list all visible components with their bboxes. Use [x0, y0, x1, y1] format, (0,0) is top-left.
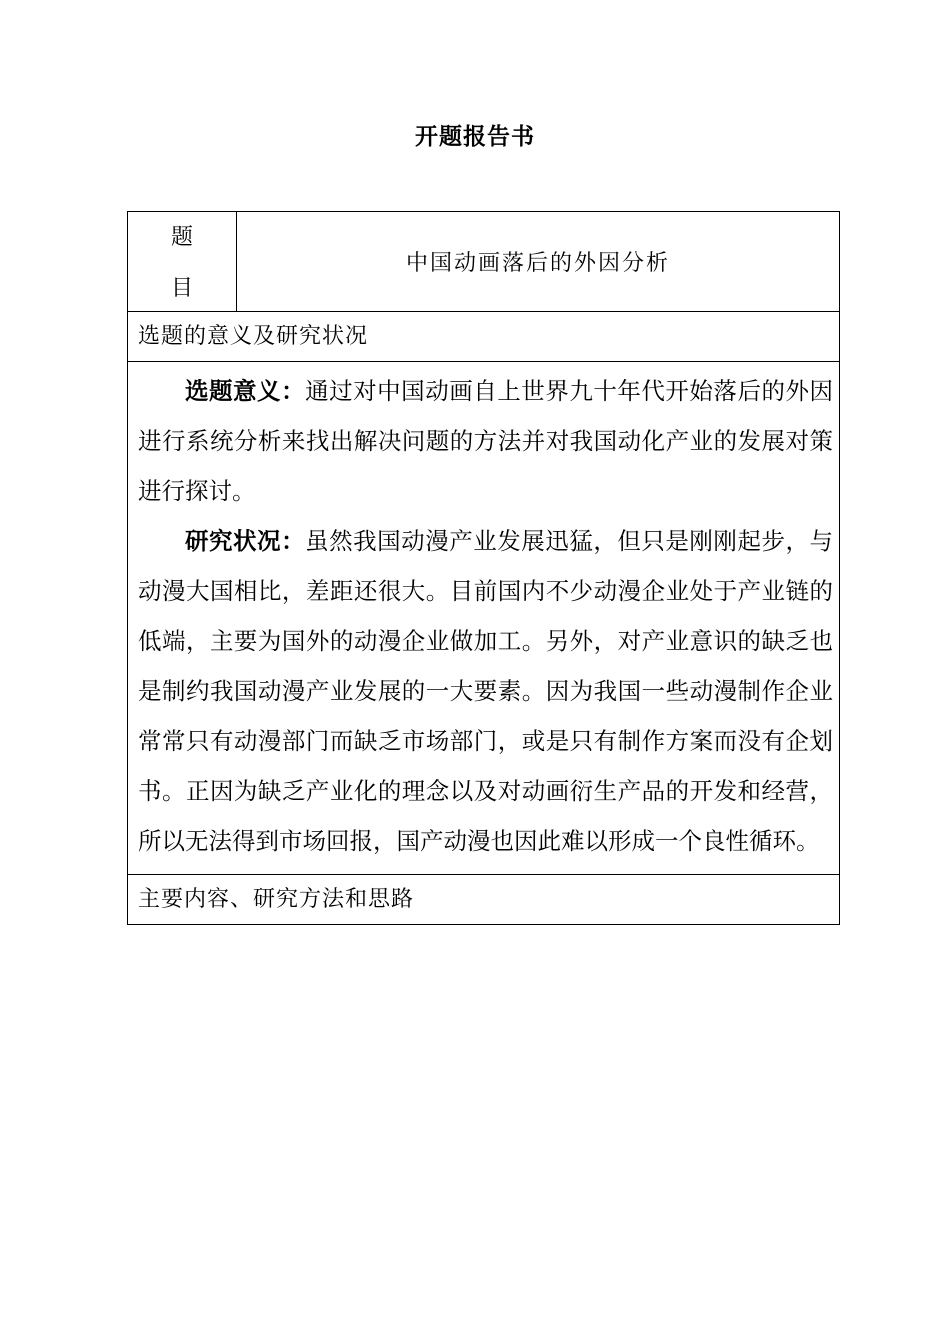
document-title: 开题报告书	[415, 124, 535, 150]
significance-paragraph	[138, 366, 833, 516]
report-table	[127, 211, 840, 925]
topic-label-char-2: 目	[170, 276, 193, 301]
section2-heading-row	[128, 875, 840, 925]
topic-value: 中国动画落后的外因分析	[237, 212, 840, 312]
section1-body	[128, 362, 840, 875]
significance-label: 选题意义：	[185, 377, 306, 405]
topic-row	[128, 212, 840, 312]
section1-heading-row	[128, 312, 840, 362]
section1-body-row	[128, 362, 840, 875]
topic-label-cell	[128, 212, 237, 312]
section2-heading: 主要内容、研究方法和思路	[128, 875, 840, 925]
topic-label-char-1: 题	[170, 225, 193, 250]
significance-text: 通过对中国动画自上世界九十年代开始落后的外因进行系统分析来找出解决问题的方法并对我国动化产业的发展对策进行探讨。	[138, 377, 834, 505]
status-paragraph	[138, 516, 833, 866]
section1-heading: 选题的意义及研究状况	[128, 312, 840, 362]
status-text: 虽然我国动漫产业发展迅猛，但只是刚刚起步，与动漫大国相比，差距还很大。目前国内不少动漫企业处于产业链的低端，主要为国外的动漫企业做加工。另外，对产业意识的缺乏也是制约我国动漫产业发展的一大要素。因为我国一些动漫制作企业常常只有动漫部门而缺乏市场部门，或是只有制作方案而没有企划书。正因为缺乏产业化的理念以及对动画衍生产品的开发和经营，所以无法得到市场回报，国产动漫也因此难以形成一个良性循环。	[138, 527, 834, 855]
status-label: 研究状况：	[185, 527, 306, 555]
